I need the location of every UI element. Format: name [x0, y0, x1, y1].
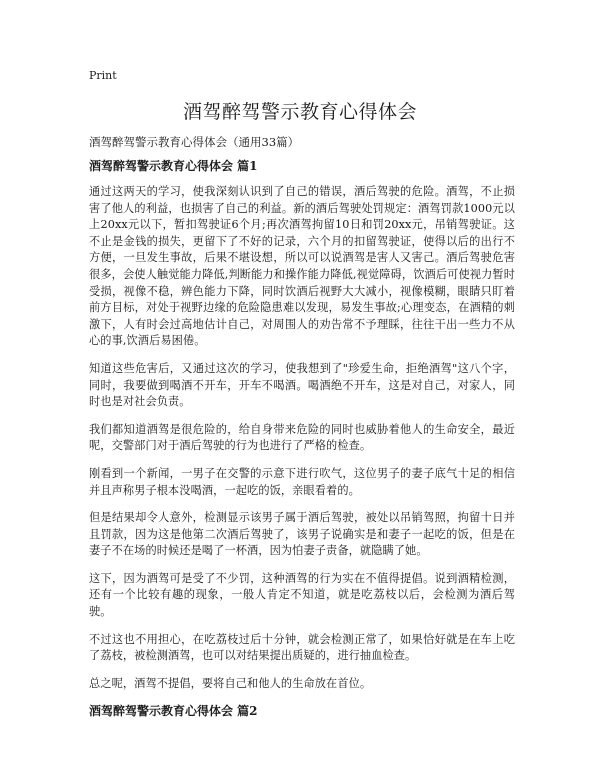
document-subtitle: 酒驾醉驾警示教育心得体会（通用33篇） [89, 135, 300, 149]
paragraph: 总之呢，酒驾不提倡，要将自己和他人的生命放在首位。 [89, 676, 372, 690]
document-title: 酒驾醉驾警示教育心得体会 [182, 101, 417, 123]
paragraph: 知道这些危害后，又通过这次的学习，使我想到了"珍爱生命，拒绝酒驾"这八个字，同时，我要做到喝酒不开车，开车不喝酒。喝酒绝不开车，这是对自己，对家人，同时也是对社会负责。 [89, 361, 515, 409]
document-body [89, 158, 515, 729]
section-heading-1: 酒驾醉驾警示教育心得体会 篇1 [89, 159, 258, 173]
section-heading-2: 酒驾醉驾警示教育心得体会 篇2 [89, 704, 258, 719]
paragraph: 刚看到一个新闻，一男子在交警的示意下进行吹气，这位男子的妻子底气十足的相信并且声称男子根本没喝酒，一起吃的饭，亲眼看着的。 [89, 466, 515, 497]
paragraph: 我们都知道酒驾是很危险的，给自身带来危险的同时也威胁着他人的生命安全，最近呢，交警部门对于酒后驾驶的行为也进行了严格的检查。 [89, 422, 515, 453]
print-link[interactable]: Print [89, 69, 117, 82]
paragraph: 不过这也不用担心，在吃荔枝过后十分钟，就会检测正常了，如果恰好就是在车上吃了荔枝，被检测酒驾，也可以对结果提出质疑的，进行抽血检查。 [89, 632, 515, 663]
paragraph: 这下，因为酒驾可是受了不少罚，这种酒驾的行为实在不值得提倡。说到酒精检测，还有一个比较有趣的现象，一般人肯定不知道，就是吃荔枝以后，会检测为酒后驾驶。 [89, 571, 515, 619]
paragraph: 通过这两天的学习，使我深刻认识到了自己的错误，酒后驾驶的危险。酒驾，不止损害了他人的利益，也损害了自己的利益。新的酒后驾驶处罚规定：酒驾罚款1000元以上20xx元以下，暂扣驾驶证6个月;再次酒驾拘留10日和罚20xx元，吊销驾驶证。这不止是金钱的损失，更留下了不好的记录，六个月的扣留驾驶证，使得以后的出行不方便，一旦发生事故，后果不堪设想，所以可以说酒驾是害人又害己。酒后驾驶危害很多，会使人触觉能力降低,判断能力和操作能力降低,视觉障碍，饮酒后可使视力暂时受损，视像不稳，辨色能力下降，同时饮酒后视野大大减小，视像模糊，眼睛只盯着前方目标，对处于视野边缘的危险隐患难以发现，易发生事故;心理变态，在酒精的刺激下，人有时会过高地估计自己，对周围人的劝告常不予理睬，往往干出一些力不从心的事,饮酒后易困倦。 [89, 185, 515, 348]
paragraph: 但是结果却令人意外，检测显示该男子属于酒后驾驶，被处以吊销驾照，拘留十日并且罚款，因为这是他第二次酒后驾驶了，该男子说确实是和妻子一起吃的饭，但是在妻子不在场的时候还是喝了一杯酒，因为怕妻子责备，就隐瞒了她。 [89, 511, 515, 558]
